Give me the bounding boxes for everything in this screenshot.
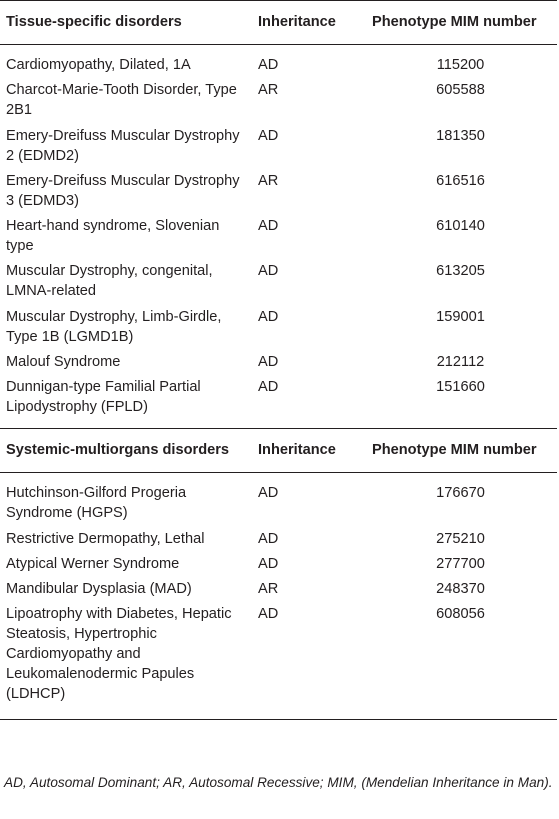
mim-cell: 159001 bbox=[436, 308, 485, 325]
table-row bbox=[0, 45, 557, 79]
disorder-cell: Cardiomyopathy, Dilated, 1A bbox=[6, 57, 191, 74]
inheritance-cell: AD bbox=[252, 602, 364, 719]
mim-cell: 248370 bbox=[436, 580, 485, 597]
table-row bbox=[0, 124, 557, 169]
column-header-disorder: Tissue-specific disorders bbox=[0, 1, 252, 45]
disorder-cell: Charcot-Marie-Tooth Disorder, Type 2B1 bbox=[6, 82, 237, 119]
disorder-cell: Malouf Syndrome bbox=[6, 353, 121, 370]
column-header-inheritance: Inheritance bbox=[252, 429, 364, 473]
column-header-inheritance: Inheritance bbox=[252, 1, 364, 45]
tissue-specific-section bbox=[0, 45, 557, 429]
mim-cell: 608056 bbox=[364, 602, 557, 719]
inheritance-cell: AD bbox=[258, 530, 279, 547]
disorder-cell: Restrictive Dermopathy, Lethal bbox=[6, 530, 205, 547]
inheritance-cell: AD bbox=[258, 555, 279, 572]
disorder-cell: Hutchinson-Gilford Progeria Syndrome (HGPS) bbox=[6, 485, 187, 522]
table-footnote: AD, Autosomal Dominant; AR, Autosomal Recessive; MIM, (Mendelian Inheritance in Man). bbox=[4, 775, 553, 790]
inheritance-cell: AD bbox=[258, 218, 279, 234]
table-header-tissue-specific bbox=[0, 1, 557, 45]
mim-cell: 275210 bbox=[436, 530, 485, 547]
column-header-mim: Phenotype MIM number bbox=[364, 1, 557, 45]
mim-cell: 212112 bbox=[436, 353, 485, 370]
inheritance-cell: AD bbox=[258, 378, 279, 395]
inheritance-cell: AD bbox=[258, 353, 279, 370]
inheritance-cell: AR bbox=[258, 82, 279, 99]
mim-cell: 277700 bbox=[436, 555, 485, 572]
inheritance-cell: AD bbox=[258, 127, 279, 144]
mim-cell: 176670 bbox=[436, 485, 485, 502]
mim-cell: 613205 bbox=[436, 263, 485, 280]
table-row bbox=[0, 473, 557, 527]
mim-cell: 616516 bbox=[436, 172, 485, 189]
table-row bbox=[0, 169, 557, 214]
mim-cell: 151660 bbox=[436, 378, 485, 395]
table-row bbox=[0, 305, 557, 350]
inheritance-cell: AD bbox=[258, 308, 279, 325]
disorder-cell: Emery-Dreifuss Muscular Dystrophy 2 (EDMD2) bbox=[6, 127, 240, 164]
systemic-multiorgans-section bbox=[0, 429, 557, 719]
column-header-disorder: Systemic-multiorgans disorders bbox=[0, 429, 252, 473]
table-row bbox=[0, 577, 557, 602]
inheritance-cell: AD bbox=[258, 57, 279, 74]
disorder-cell: Muscular Dystrophy, Limb-Girdle, Type 1B (LGMD1B) bbox=[6, 308, 222, 345]
disorder-cell: Emery-Dreifuss Muscular Dystrophy 3 (EDMD3) bbox=[6, 172, 240, 209]
mim-cell: 605588 bbox=[436, 82, 485, 99]
disorder-cell: Lipoatrophy with Diabetes, Hepatic Steatosis, Hypertrophic Cardiomyopathy and Leukomalenodermic Papules (LDHCP) bbox=[0, 602, 252, 719]
table-row bbox=[0, 259, 557, 304]
inheritance-cell: AD bbox=[258, 485, 279, 502]
disorder-cell: Mandibular Dysplasia (MAD) bbox=[6, 580, 192, 597]
disorder-cell: Heart-hand syndrome, Slovenian type bbox=[6, 218, 220, 255]
table-row bbox=[0, 350, 557, 375]
table-row bbox=[0, 602, 557, 719]
mim-cell: 115200 bbox=[436, 57, 485, 74]
column-header-mim: Phenotype MIM number bbox=[364, 429, 557, 473]
table-row bbox=[0, 78, 557, 123]
mim-cell: 610140 bbox=[436, 218, 485, 234]
disorder-cell: Atypical Werner Syndrome bbox=[6, 555, 180, 572]
table-row bbox=[0, 527, 557, 552]
table-row bbox=[0, 214, 557, 259]
table-row bbox=[0, 552, 557, 577]
disorder-cell: Dunnigan-type Familial Partial Lipodystrophy (FPLD) bbox=[6, 378, 201, 415]
mim-cell: 181350 bbox=[436, 127, 485, 144]
inheritance-cell: AR bbox=[258, 172, 279, 189]
table-header-systemic bbox=[0, 429, 557, 473]
disorder-cell: Muscular Dystrophy, congenital, LMNA-related bbox=[6, 263, 213, 300]
table-row bbox=[0, 375, 557, 429]
inheritance-cell: AR bbox=[258, 580, 279, 597]
inheritance-cell: AD bbox=[258, 263, 279, 280]
